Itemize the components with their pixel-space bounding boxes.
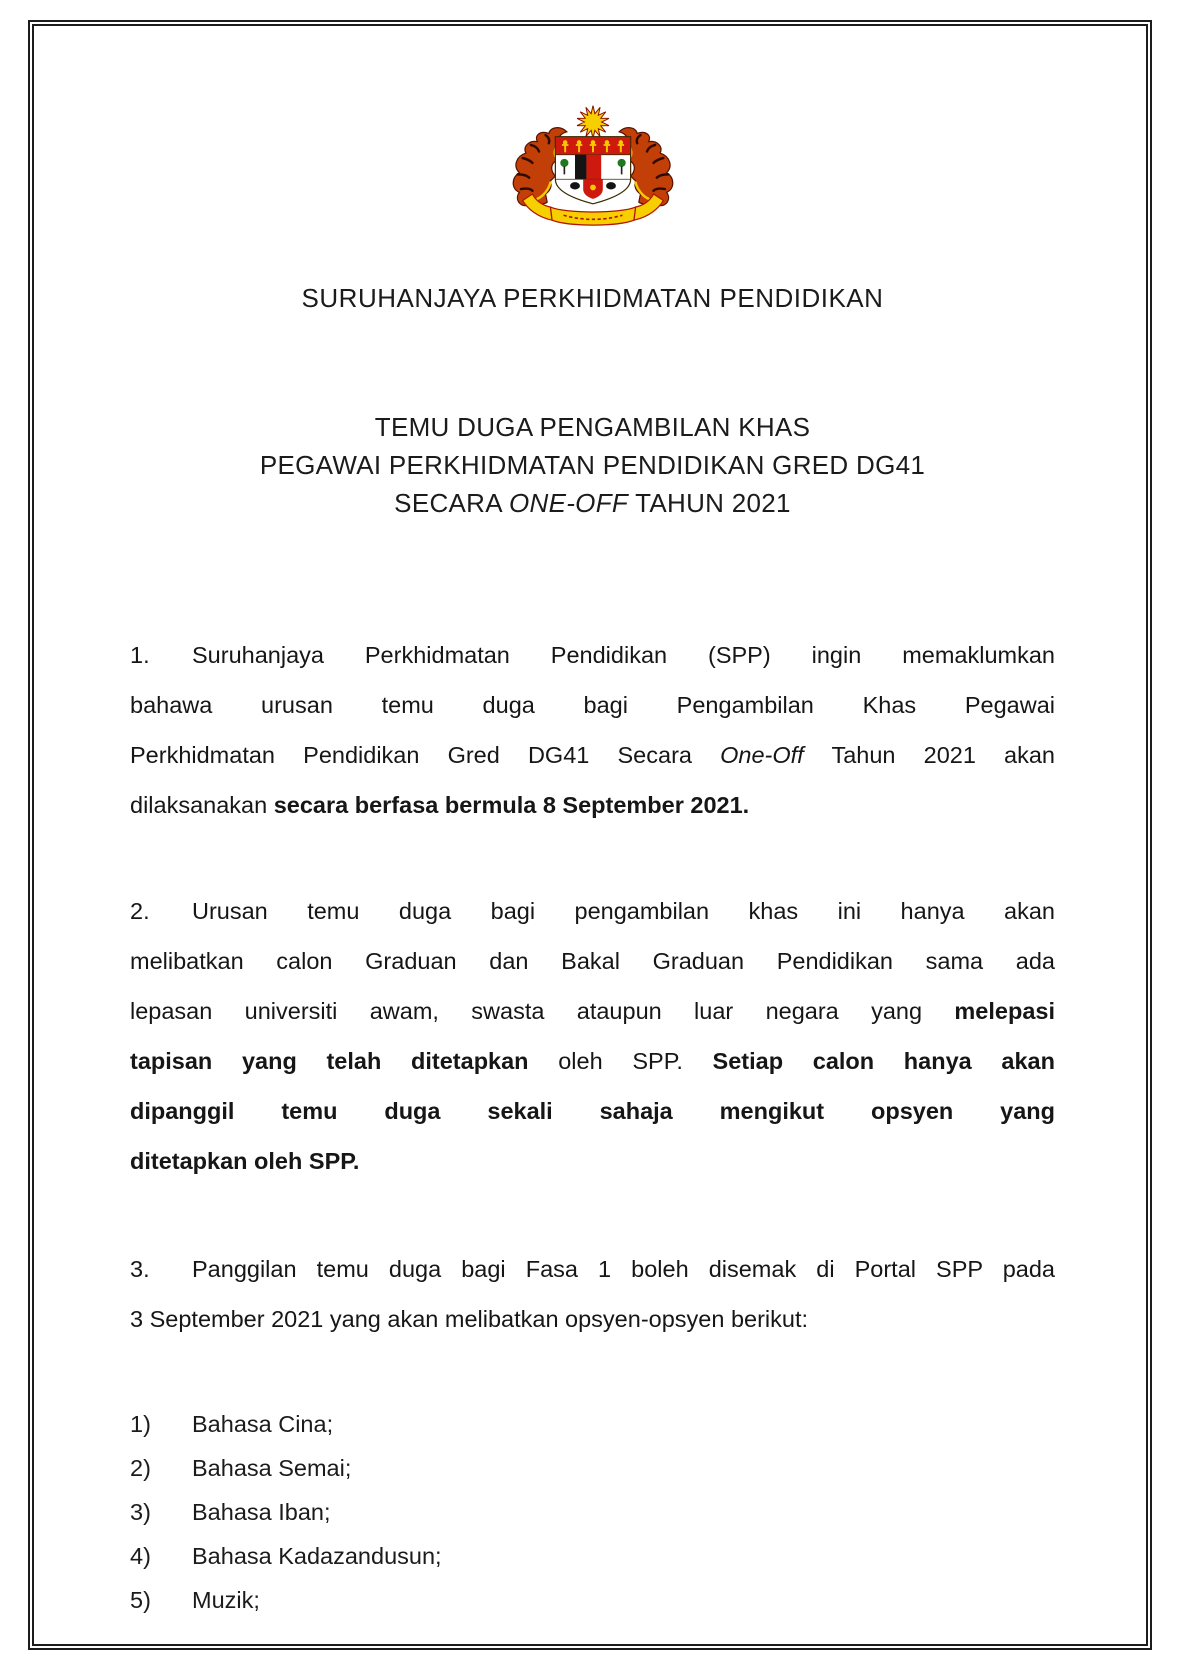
document-title-line3: [130, 484, 1055, 522]
paragraph-3: [130, 1244, 1055, 1344]
list-item: [130, 1446, 1055, 1490]
doc-text-bold: tapisan yang telah ditetapkan: [130, 1048, 529, 1074]
list-item-label: Bahasa Iban;: [192, 1499, 331, 1525]
title-line3-post: TAHUN 2021: [628, 488, 791, 518]
doc-line: [130, 1294, 1055, 1344]
list-item: [130, 1402, 1055, 1446]
doc-text: Tahun 2021 akan: [803, 742, 1056, 768]
doc-text: dilaksanakan: [130, 792, 274, 818]
document-title-line2: PEGAWAI PERKHIDMATAN PENDIDIKAN GRED DG41: [259, 450, 926, 480]
doc-line: [130, 1244, 1055, 1294]
list-item-number: 4): [130, 1543, 151, 1569]
doc-text: Perkhidmatan Pendidikan Gred DG41 Secara: [130, 742, 721, 768]
page-border: [28, 20, 1152, 1650]
list-item-label: Bahasa Cina;: [192, 1411, 334, 1437]
list-item-number: 2): [130, 1455, 151, 1481]
doc-text: Urusan temu duga bagi pengambilan khas ini hanya akan: [192, 898, 1055, 924]
document-content: [30, 22, 1150, 1648]
doc-text-bold: melepasi: [954, 998, 1055, 1024]
doc-line: [130, 1036, 1055, 1086]
options-list: [130, 1402, 1055, 1622]
document-title: [130, 408, 1055, 522]
malaysia-coat-of-arms-icon: [503, 96, 683, 238]
list-item-label: Bahasa Kadazandusun;: [192, 1543, 442, 1569]
paragraph-number: 1.: [130, 642, 150, 668]
paragraph-2: [130, 886, 1055, 1186]
doc-line: [130, 680, 1055, 730]
list-item: [130, 1534, 1055, 1578]
list-item-number: 3): [130, 1499, 151, 1525]
doc-line: [130, 630, 1055, 680]
title-line3-italic: ONE-OFF: [508, 488, 629, 518]
list-item-label: Muzik;: [192, 1587, 260, 1613]
emblem-container: [130, 96, 1055, 238]
paragraph-1: [130, 630, 1055, 830]
doc-line: [130, 1086, 1055, 1136]
org-name: SURUHANJAYA PERKHIDMATAN PENDIDIKAN: [301, 283, 884, 313]
list-item-number: 5): [130, 1587, 151, 1613]
doc-line: [130, 986, 1055, 1036]
doc-text: 3 September 2021 yang akan melibatkan opsyen-opsyen berikut:: [130, 1306, 809, 1332]
list-item-label: Bahasa Semai;: [192, 1455, 352, 1481]
doc-text: Suruhanjaya Perkhidmatan Pendidikan (SPP) ingin memaklumkan: [192, 642, 1055, 668]
doc-text-bold: secara berfasa bermula 8 September 2021.: [273, 792, 750, 818]
doc-text: lepasan universiti awam, swasta ataupun luar negara yang: [130, 998, 955, 1024]
list-item: [130, 1490, 1055, 1534]
doc-line: [130, 730, 1055, 780]
doc-text-italic: One-Off: [720, 742, 804, 768]
doc-text: oleh SPP.: [528, 1048, 713, 1074]
doc-text: melibatkan calon Graduan dan Bakal Graduan Pendidikan sama ada: [130, 948, 1055, 974]
doc-text: Panggilan temu duga bagi Fasa 1 boleh disemak di Portal SPP pada: [192, 1256, 1055, 1282]
title-line3-pre: SECARA: [394, 488, 509, 518]
doc-text-bold: ditetapkan oleh SPP.: [130, 1148, 360, 1174]
doc-text-bold: dipanggil temu duga sekali sahaja mengikut opsyen yang: [130, 1098, 1055, 1124]
document-title-line1: TEMU DUGA PENGAMBILAN KHAS: [374, 412, 811, 442]
doc-text-bold: Setiap calon hanya akan: [712, 1048, 1055, 1074]
doc-line: [130, 780, 1055, 830]
doc-line: [130, 1136, 1055, 1186]
paragraph-number: 2.: [130, 898, 150, 924]
doc-line: [130, 936, 1055, 986]
list-item: [130, 1578, 1055, 1622]
list-item-number: 1): [130, 1411, 151, 1437]
paragraph-number: 3.: [130, 1256, 150, 1282]
doc-text: bahawa urusan temu duga bagi Pengambilan Khas Pegawai: [130, 692, 1055, 718]
doc-line: [130, 886, 1055, 936]
